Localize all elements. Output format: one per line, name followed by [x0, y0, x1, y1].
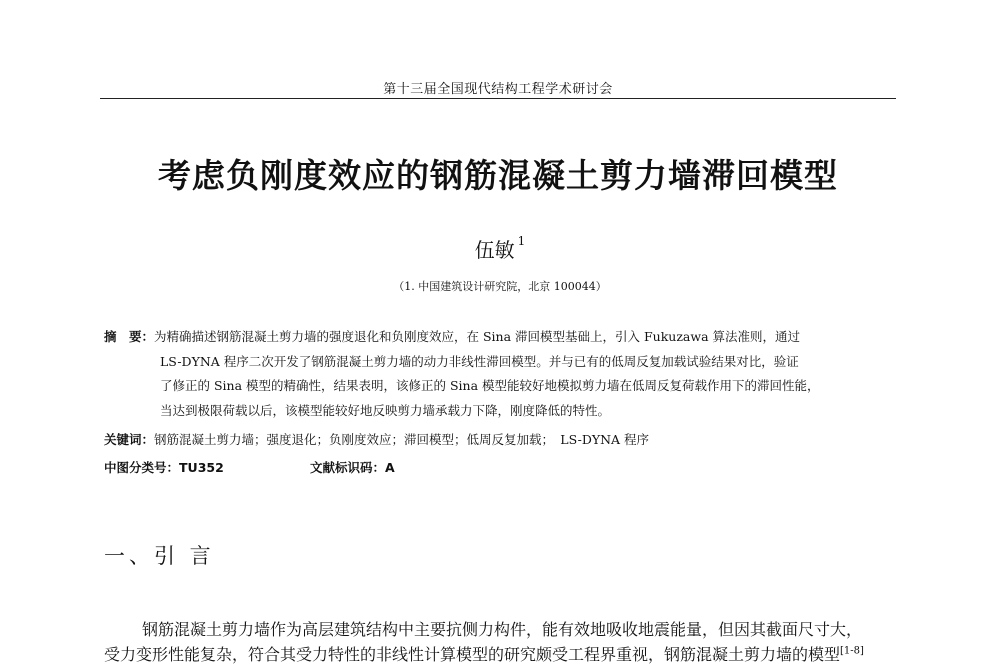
body-paragraph-line: 钢筋混凝土剪力墙作为高层建筑结构中主要抗侧力构件，能有效地吸收地震能量，但因其截面尺寸大，	[142, 620, 863, 639]
classification-value: TU352	[179, 460, 224, 475]
abstract-label: 摘 要：	[104, 329, 155, 344]
conference-header: 第十三届全国现代结构工程学术研讨会	[383, 82, 613, 97]
affiliation: （1. 中国建筑设计研究院，北京 100044）	[393, 280, 607, 293]
keywords	[104, 430, 649, 448]
classification-label: 中图分类号：	[104, 460, 180, 475]
section-heading: 一、引 言	[104, 544, 215, 568]
keywords-text: 钢筋混凝土剪力墙；强度退化；负刚度效应；滞回模型；低周反复加载； LS-DYNA 程序	[154, 432, 650, 447]
abstract	[104, 325, 899, 423]
author-name: 伍敏	[474, 238, 515, 262]
keywords-label: 关键词：	[104, 432, 155, 447]
abstract-line: LS-DYNA 程序二次开发了钢筋混凝土剪力墙的动力非线性滞回模型。并与已有的低周反复加载试验结果对比，验证	[160, 353, 799, 369]
document-code: 文献标识码：A	[310, 460, 395, 475]
author-affil-mark: 1	[517, 234, 526, 249]
citation-ref: [1-8]	[840, 645, 864, 657]
author	[0, 234, 1000, 263]
abstract-line: 摘 要：为精确描述钢筋混凝土剪力墙的强度退化和负刚度效应，在 Sina 滞回模型基础上，引入 Fukuzawa 算法准则，通过	[104, 329, 801, 344]
header-rule	[100, 98, 896, 99]
classification	[104, 458, 395, 476]
body-paragraph-line: 受力变形性能复杂，符合其受力特性的非线性计算模型的研究颇受工程界重视，钢筋混凝土剪力墙的模型[1-8]	[104, 645, 864, 664]
abstract-line: 了修正的 Sina 模型的精确性，结果表明，该修正的 Sina 模型能较好地模拟剪力墙在低周反复荷载作用下的滞回性能，	[160, 378, 820, 393]
paper-title: 考虑负刚度效应的钢筋混凝土剪力墙滞回模型	[158, 156, 838, 195]
abstract-line: 当达到极限荷载以后，该模型能较好地反映剪力墙承载力下降，刚度降低的特性。	[160, 402, 611, 418]
